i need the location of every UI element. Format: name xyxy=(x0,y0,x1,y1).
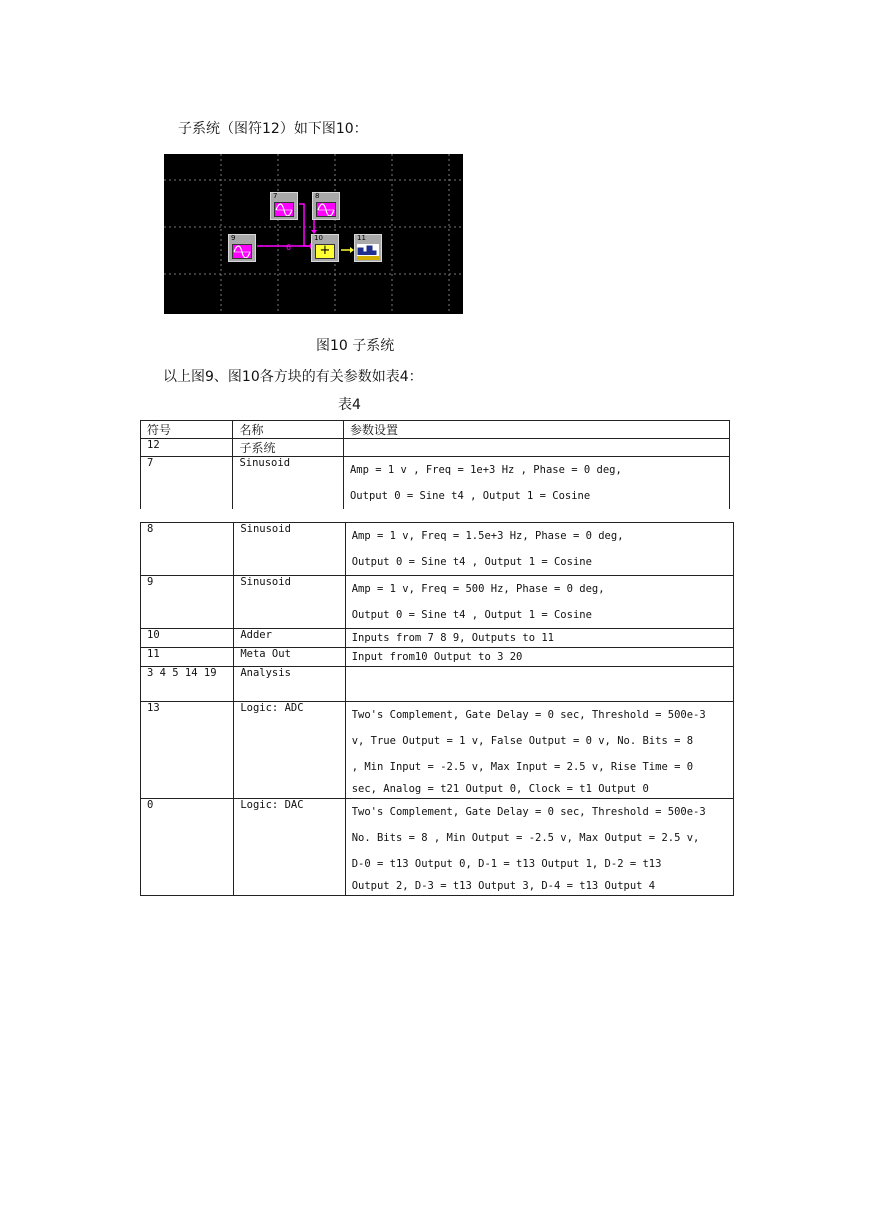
meta-out-block-11[interactable] xyxy=(354,234,382,262)
cell-name: Sinusoid xyxy=(234,576,345,629)
table-title: 表4 xyxy=(338,397,361,413)
sine-wave-icon xyxy=(316,202,336,217)
cell-symbol: 11 xyxy=(141,648,234,667)
cell-name: Logic: DAC xyxy=(234,799,345,896)
header-symbol: 符号 xyxy=(141,421,233,439)
cell-params xyxy=(345,702,733,799)
param-line: sec, Analog = t21 Output 0, Clock = t1 Output 0 xyxy=(351,783,649,795)
block-number: 10 xyxy=(314,234,323,242)
plus-icon: + xyxy=(315,244,335,259)
parameter-table-part-2 xyxy=(140,522,734,896)
cell-name: 子系统 xyxy=(233,439,344,457)
param-line: Amp = 1 v , Freq = 1e+3 Hz , Phase = 0 deg, xyxy=(349,464,622,476)
cell-params xyxy=(345,576,733,629)
subsystem-diagram xyxy=(164,154,463,314)
param-line: Amp = 1 v, Freq = 1.5e+3 Hz, Phase = 0 deg, xyxy=(351,530,624,542)
table-row xyxy=(141,799,734,896)
wire-label: 6 xyxy=(286,243,292,252)
sinusoid-block-7[interactable] xyxy=(270,192,298,220)
param-line: Input from10 Output to 3 20 xyxy=(351,651,523,663)
param-line: v, True Output = 1 v, False Output = 0 v, No. Bits = 8 xyxy=(351,735,694,747)
cell-params xyxy=(345,799,733,896)
header-name: 名称 xyxy=(233,421,344,439)
param-line: , Min Input = -2.5 v, Max Input = 2.5 v, Rise Time = 0 xyxy=(351,761,694,773)
table-row xyxy=(141,629,734,648)
table-row xyxy=(141,667,734,702)
cell-symbol: 9 xyxy=(141,576,234,629)
cell-name: Analysis xyxy=(234,667,345,702)
cell-params xyxy=(343,439,729,457)
table-header-row xyxy=(141,421,730,439)
cell-params xyxy=(345,629,733,648)
cell-name: Logic: ADC xyxy=(234,702,345,799)
cell-symbol: 0 xyxy=(141,799,234,896)
cell-params xyxy=(343,457,729,510)
sine-wave-icon xyxy=(232,244,252,259)
param-line: Amp = 1 v, Freq = 500 Hz, Phase = 0 deg, xyxy=(351,583,605,595)
cell-name: Sinusoid xyxy=(233,457,344,510)
intro-text: 子系统（图符12）如下图10： xyxy=(178,121,368,137)
table-row xyxy=(141,523,734,576)
parameter-table-part-1 xyxy=(140,420,730,509)
cell-name: Meta Out xyxy=(234,648,345,667)
block-number: 11 xyxy=(357,234,366,242)
block-number: 7 xyxy=(273,192,278,200)
wire-7-to-10 xyxy=(299,204,310,246)
block-number: 8 xyxy=(315,192,320,200)
cell-symbol: 12 xyxy=(141,439,233,457)
param-line: Two's Complement, Gate Delay = 0 sec, Threshold = 500e-3 xyxy=(351,806,706,818)
param-line: Output 2, D-3 = t13 Output 3, D-4 = t13 Output 4 xyxy=(351,880,656,892)
table-row xyxy=(141,576,734,629)
cell-symbol: 10 xyxy=(141,629,234,648)
param-line: Inputs from 7 8 9, Outputs to 11 xyxy=(351,632,554,644)
adder-block-10[interactable] xyxy=(311,234,339,262)
param-line: Output 0 = Sine t4 , Output 1 = Cosine xyxy=(349,490,591,502)
cell-name: Sinusoid xyxy=(234,523,345,576)
sine-wave-icon xyxy=(274,202,294,217)
cell-symbol: 8 xyxy=(141,523,234,576)
cell-params xyxy=(345,667,733,702)
figure-caption: 图10 子系统 xyxy=(316,338,395,354)
cell-params xyxy=(345,648,733,667)
header-params: 参数设置 xyxy=(343,421,729,439)
paragraph-text: 以上图9、图10各方块的有关参数如表4： xyxy=(163,369,423,385)
block-number: 9 xyxy=(231,234,236,242)
table-row xyxy=(141,648,734,667)
param-line: Two's Complement, Gate Delay = 0 sec, Threshold = 500e-3 xyxy=(351,709,706,721)
param-line: Output 0 = Sine t4 , Output 1 = Cosine xyxy=(351,609,592,621)
param-line: D-0 = t13 Output 0, D-1 = t13 Output 1, D-2 = t13 xyxy=(351,858,662,870)
table-row xyxy=(141,439,730,457)
param-line: No. Bits = 8 , Min Output = -2.5 v, Max Output = 2.5 v, xyxy=(351,832,700,844)
cell-params xyxy=(345,523,733,576)
digital-signal-icon xyxy=(357,244,379,260)
table-row xyxy=(141,457,730,510)
sinusoid-block-9[interactable] xyxy=(228,234,256,262)
cell-symbol: 13 xyxy=(141,702,234,799)
sinusoid-block-8[interactable] xyxy=(312,192,340,220)
cell-symbol: 3 4 5 14 19 xyxy=(141,667,234,702)
cell-symbol: 7 xyxy=(141,457,233,510)
table-row xyxy=(141,702,734,799)
param-line: Output 0 = Sine t4 , Output 1 = Cosine xyxy=(351,556,592,568)
cell-name: Adder xyxy=(234,629,345,648)
